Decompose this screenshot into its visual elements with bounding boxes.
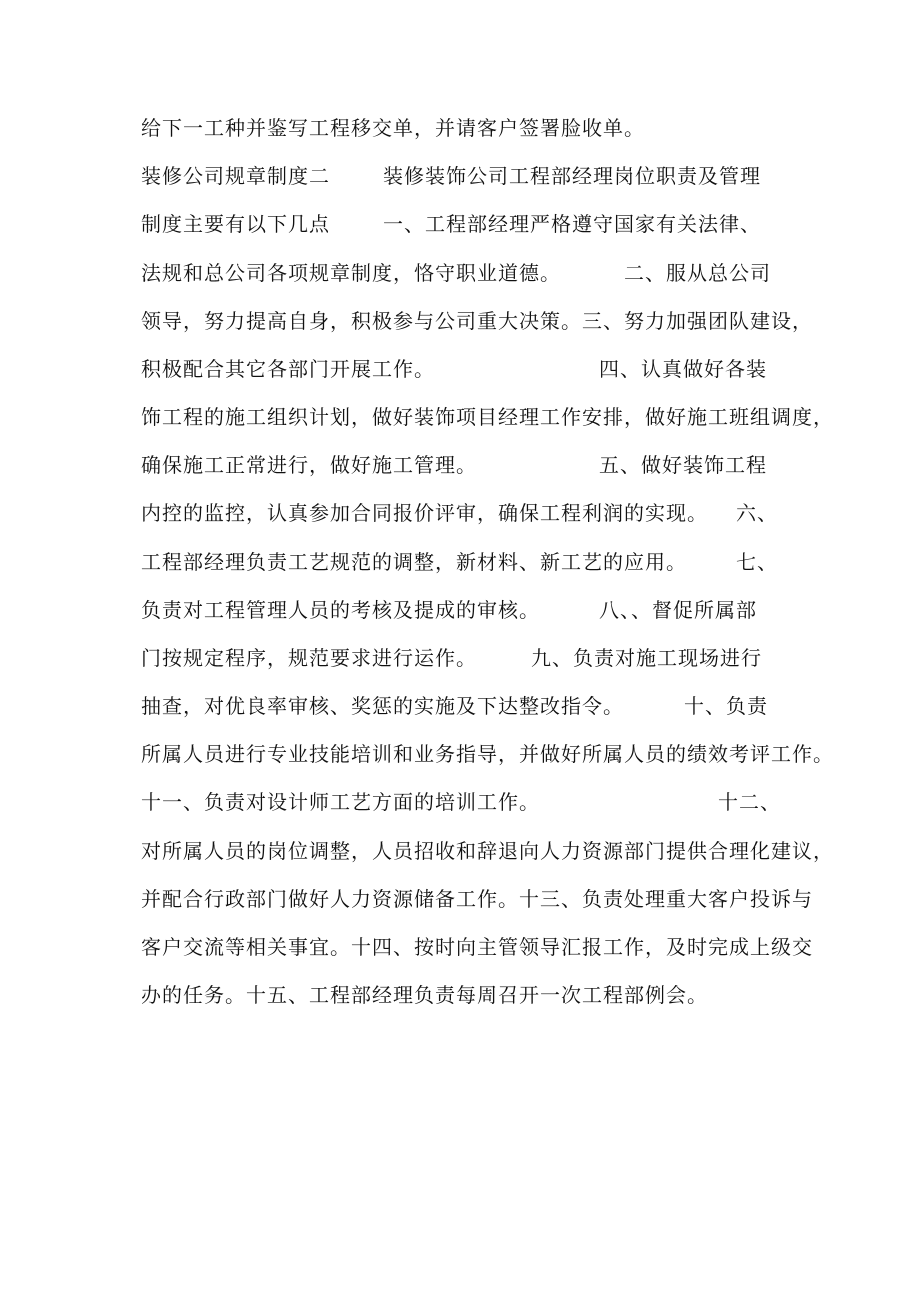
text-line — [0, 257, 920, 289]
text-segment: 一、工程部经理严格遵守国家有关法律、 — [383, 212, 761, 236]
text-segment: 内控的监控，认真参加合同报价评审，确保工程利润的实现。 — [141, 501, 708, 525]
text-line — [0, 690, 920, 722]
text-line — [0, 786, 920, 818]
text-segment: 制度主要有以下几点 — [141, 212, 330, 236]
text-line — [0, 353, 920, 385]
text-segment: 抽查，对优良率审核、奖惩的实施及下达整改指令。 — [141, 694, 624, 718]
text-segment: 十一、负责对设计师工艺方面的培训工作。 — [141, 790, 540, 814]
text-segment: 确保施工正常进行，做好施工管理。 — [141, 453, 477, 477]
text-segment: 给下一工种并鉴写工程移交单，并请客户签署脸收单。 — [141, 116, 645, 140]
text-segment: 装修公司规章制度二 — [141, 164, 330, 188]
text-segment: 所属人员进行专业技能培训和业务指导，并做好所属人员的绩效考评工作。 — [141, 742, 834, 766]
text-segment: 客户交流等相关事宜。十四、按时向主管领导汇报工作，及时完成上级交 — [141, 935, 813, 959]
text-segment: 负责对工程管理人员的考核及提成的审核。 — [141, 598, 540, 622]
text-segment: 办的任务。十五、工程部经理负责每周召开一次工程部例会。 — [141, 983, 708, 1007]
text-line — [0, 305, 920, 337]
text-segment: 对所属人员的岗位调整，人员招收和辞退向人力资源部门提供合理化建议， — [141, 839, 834, 863]
text-segment: 十二、 — [718, 790, 781, 814]
text-line — [0, 112, 920, 144]
text-segment: 十、负责 — [684, 694, 768, 718]
text-line — [0, 160, 920, 192]
text-segment: 领导，努力提高自身，积极参与公司重大决策。三、努力加强团队建设， — [141, 309, 813, 333]
text-segment: 工程部经理负责工艺规范的调整，新材料、新工艺的应用。 — [141, 550, 687, 574]
text-line — [0, 546, 920, 578]
text-segment: 四、认真做好各装 — [599, 357, 767, 381]
text-line — [0, 835, 920, 867]
text-line — [0, 738, 920, 770]
text-line — [0, 208, 920, 240]
text-segment: 法规和总公司各项规章制度，恪守职业道德。 — [141, 261, 561, 285]
text-line — [0, 449, 920, 481]
text-segment: 六、 — [736, 501, 778, 525]
text-line — [0, 642, 920, 674]
text-segment: 九、负责对施工现场进行 — [531, 646, 762, 670]
text-line — [0, 883, 920, 915]
text-line — [0, 979, 920, 1011]
text-line — [0, 931, 920, 963]
text-segment: 积极配合其它各部门开展工作。 — [141, 357, 435, 381]
text-segment: 五、做好装饰工程 — [599, 453, 767, 477]
text-segment: 门按规定程序，规范要求进行运作。 — [141, 646, 477, 670]
text-line — [0, 594, 920, 626]
text-segment: 八、、督促所属部 — [599, 598, 757, 622]
text-line — [0, 497, 920, 529]
text-segment: 七、 — [736, 550, 778, 574]
text-line — [0, 401, 920, 433]
text-segment: 并配合行政部门做好人力资源储备工作。十三、负责处理重大客户投诉与 — [141, 887, 813, 911]
text-segment: 饰工程的施工组织计划，做好装饰项目经理工作安排，做好施工班组调度， — [141, 405, 834, 429]
text-segment: 装修装饰公司工程部经理岗位职责及管理 — [383, 164, 761, 188]
text-segment: 二、服从总公司 — [624, 261, 771, 285]
